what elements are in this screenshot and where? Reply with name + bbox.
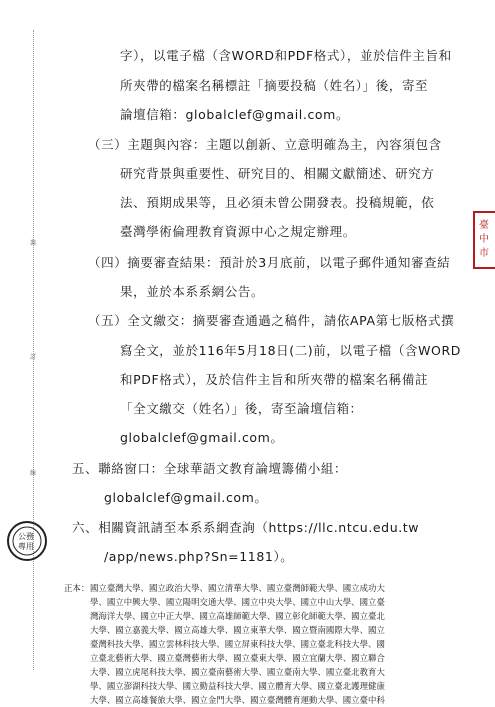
body-line-3: 論壇信箱：globalclef@gmail.com。 bbox=[120, 107, 350, 122]
body-line-9: 果，並於本系系網公告。 bbox=[120, 284, 265, 299]
svg-text:臺: 臺 bbox=[479, 220, 489, 231]
distribution-line-8: 學、國立澎湖科技大學、國立勤益科技大學、國立體育大學、國立臺北護理健康 bbox=[90, 681, 385, 691]
body-line-5: 研究背景與重要性、研究目的、相關文獻簡述、研究方 bbox=[120, 166, 435, 181]
body-line-16: globalclef@gmail.com。 bbox=[104, 490, 268, 505]
distribution-line-1: 國立臺灣大學、國立政治大學、國立清華大學、國立臺灣師範大學、國立成功大 bbox=[90, 583, 385, 593]
body-line-12: 和PDF格式），及於信件主旨和所夾帶的檔案名稱備註 bbox=[120, 372, 429, 387]
body-line-7: 臺灣學術倫理教育資源中心之規定辦理。 bbox=[120, 224, 356, 239]
binding-mark-middle: 訂 bbox=[30, 354, 37, 361]
distribution-line-4: 大學、國立嘉義大學、國立高雄大學、國立東華大學、國立暨南國際大學、國立 bbox=[90, 625, 385, 635]
distribution-line-6: 立臺北藝術大學、國立臺灣藝術大學、國立臺東大學、國立宜蘭大學、國立聯合 bbox=[90, 653, 385, 663]
body-line-14: globalclef@gmail.com。 bbox=[120, 430, 284, 445]
distribution-line-5: 臺灣科技大學、國立雲林科技大學、國立屏東科技大學、國立臺北科技大學、國 bbox=[90, 639, 385, 649]
distribution-line-3: 灣海洋大學、國立中正大學、國立高雄師範大學、國立彰化師範大學、國立臺北 bbox=[90, 611, 385, 621]
body-line-6: 法、預期成果等，且必須未曾公開發表。投稿規範，依 bbox=[120, 195, 435, 210]
body-line-15: 五、聯絡窗口：全球華語文教育論壇籌備小組： bbox=[72, 461, 348, 476]
binding-mark-bottom: 線 bbox=[30, 470, 37, 477]
distribution-label: 正本： bbox=[64, 583, 90, 593]
body-line-8: （四）摘要審查結果：預計於3月底前，以電子郵件通知審查結 bbox=[88, 255, 451, 270]
svg-text:中: 中 bbox=[479, 234, 489, 245]
binding-line bbox=[33, 30, 34, 670]
body-line-2: 所夾帶的檔案名稱標註「摘要投稿（姓名）」後，寄至 bbox=[120, 78, 429, 93]
body-line-4: （三）主題與內容：主題以創新、立意明確為主，內容須包含 bbox=[88, 137, 442, 152]
body-line-18: /app/news.php?Sn=1181）。 bbox=[104, 549, 294, 564]
left-round-stamp-icon bbox=[4, 518, 50, 564]
body-line-13: 「全文繳交（姓名）」後，寄至論壇信箱： bbox=[120, 401, 363, 416]
body-line-17: 六、相關資訊請至本系系網查詢（https://llc.ntcu.edu.tw bbox=[72, 520, 420, 535]
right-seal-stamp-icon bbox=[472, 210, 495, 270]
body-line-10: （五）全文繳交：摘要審查通過之稿件，請依APA第七版格式撰 bbox=[88, 313, 455, 328]
distribution-line-7: 大學、國立虎尾科技大學、國立臺南藝術大學、國立臺南大學、國立臺北教育大 bbox=[90, 667, 385, 677]
body-line-11: 寫全文，並於116年5月18日(二)前，以電子檔（含WORD bbox=[120, 343, 461, 358]
distribution-line-2: 學、國立中興大學、國立陽明交通大學、國立中央大學、國立中山大學、國立臺 bbox=[90, 597, 385, 607]
body-line-1: 字），以電子檔（含WORD和PDF格式），並於信件主旨和 bbox=[120, 48, 452, 63]
svg-text:專用: 專用 bbox=[18, 542, 34, 551]
svg-text:公務: 公務 bbox=[18, 532, 34, 541]
binding-mark-top: 裝 bbox=[30, 240, 37, 247]
svg-text:市: 市 bbox=[479, 248, 489, 259]
distribution-line-9: 大學、國立高雄餐旅大學、國立金門大學、國立臺灣體育運動大學、國立臺中科 bbox=[90, 695, 385, 705]
